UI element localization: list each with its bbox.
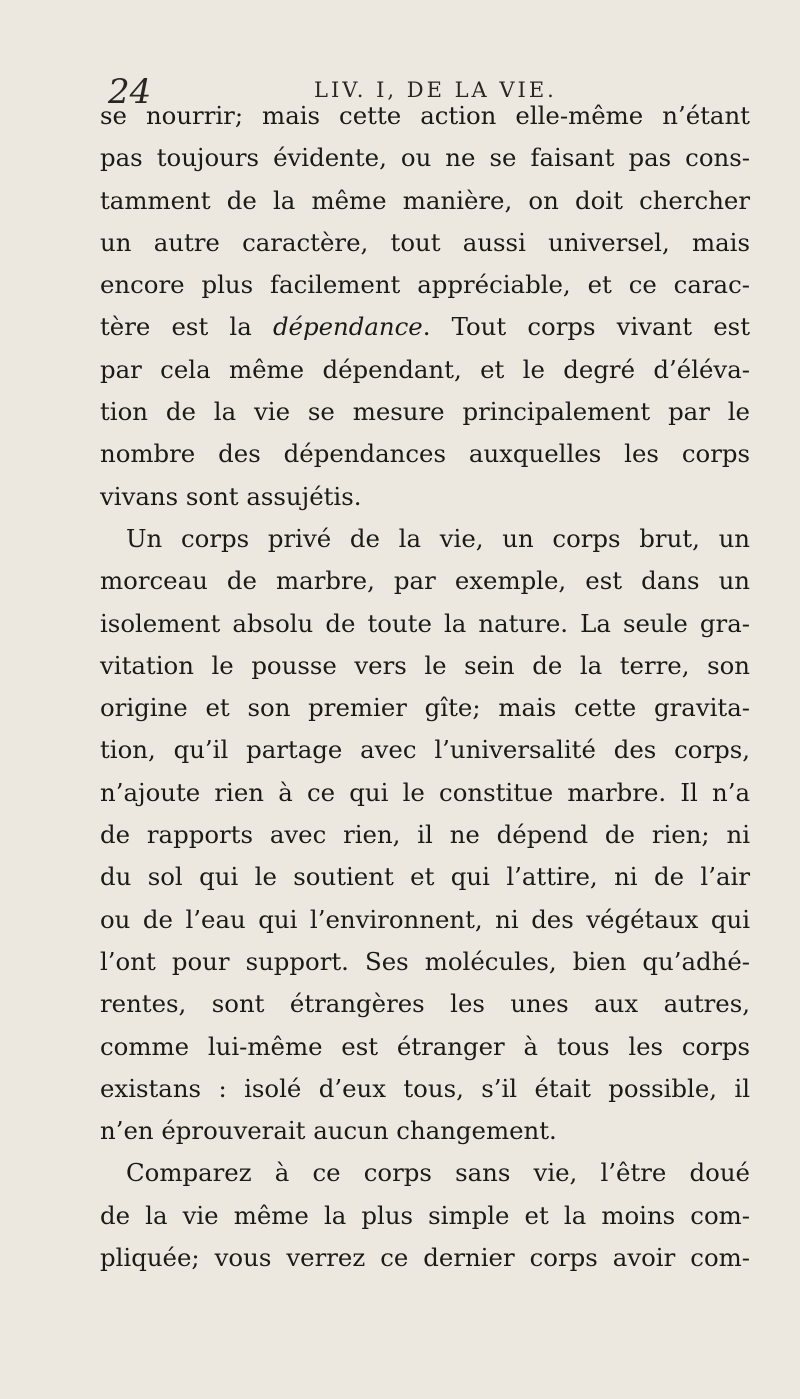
text-line: tamment de la même manière, on doit chercher xyxy=(100,185,750,215)
text-line: Comparez à ce corps sans vie, l’être doué xyxy=(126,1158,750,1188)
text-line: isolement absolu de toute la nature. La seule gra- xyxy=(100,608,750,638)
text-line: un autre caractère, tout aussi universel, mais xyxy=(100,227,750,257)
body-text xyxy=(100,95,750,1279)
page-number: 24 xyxy=(108,72,152,112)
text-line: origine et son premier gîte; mais cette gravita- xyxy=(100,693,750,723)
text-line: du sol qui le soutient et qui l’attire, ni de l’air xyxy=(100,862,750,892)
text-line: se nourrir; mais cette action elle-même n’étant xyxy=(100,101,750,130)
text-line: par cela même dépendant, et le degré d’éléva- xyxy=(100,354,750,384)
text-line: tion, qu’il partage avec l’universalité des corps, xyxy=(100,735,750,765)
text-line: ou de l’eau qui l’environnent, ni des végétaux qui xyxy=(100,904,750,934)
text-line: de la vie même la plus simple et la moins com- xyxy=(100,1200,750,1230)
text-line: vivans sont assujétis. xyxy=(100,481,362,511)
text-line: pas toujours évidente, ou ne se faisant pas cons- xyxy=(100,143,750,173)
text-line: existans : isolé d’eux tous, s’il était possible, il xyxy=(100,1073,750,1103)
text-line: comme lui-même est étranger à tous les corps xyxy=(100,1031,750,1061)
text-line: nombre des dépendances auxquelles les corps xyxy=(100,439,750,469)
text-line-emphasis xyxy=(100,306,750,348)
text-line: rentes, sont étrangères les unes aux autres, xyxy=(100,989,750,1019)
emphasized-term: dépendance xyxy=(272,312,423,342)
text-line: encore plus facilement appréciable, et ce carac- xyxy=(100,270,750,300)
text-line: tion de la vie se mesure principalement par le xyxy=(100,397,750,427)
text-line: n’en éprouverait aucun changement. xyxy=(100,1116,557,1146)
running-head: LIV. I, DE LA VIE. xyxy=(314,78,557,102)
text-line: de rapports avec rien, il ne dépend de rien; ni xyxy=(100,820,750,850)
text-line: vitation le pousse vers le sein de la terre, son xyxy=(100,650,750,680)
text-line: n’ajoute rien à ce qui le constitue marbre. Il n’a xyxy=(100,777,750,807)
text-fragment: tère est la xyxy=(100,312,273,342)
text-line: pliquée; vous verrez ce dernier corps avoir com- xyxy=(100,1243,750,1273)
text-line: Un corps privé de la vie, un corps brut, un xyxy=(126,523,750,553)
text-fragment: . Tout corps vivant est xyxy=(422,312,750,342)
text-line: l’ont pour support. Ses molécules, bien qu’adhé- xyxy=(100,946,750,976)
text-line: morceau de marbre, par exemple, est dans un xyxy=(100,566,750,596)
